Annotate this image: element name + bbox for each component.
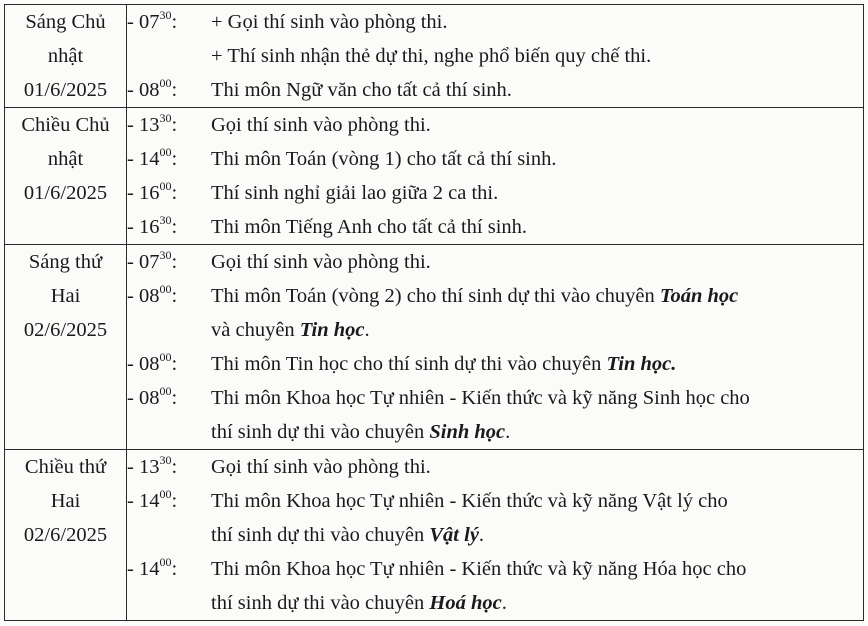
schedule-item [127,210,863,244]
session-date: 01/6/2025 [23,182,108,204]
item-text: Thi môn Toán (vòng 1) cho tất cả thí sinh. [211,148,557,170]
item-time: - $16^{30}$: [127,213,178,238]
session-label: Chiều Chủ [21,114,110,136]
item-time: - $08^{00}$: [127,350,178,375]
session-label: Sáng thứ [28,251,103,273]
specialty-name: Tin học. [606,353,677,375]
item-time: - $14^{00}$: [127,145,178,170]
session-label: Chiều thứ [24,456,107,478]
item-text: + Thí sinh nhận thẻ dự thi, nghe phổ biến quy chế thi. [211,45,652,67]
specialty-name: Tin học [299,319,365,341]
item-text: Thi môn Ngữ văn cho tất cả thí sinh. [211,79,512,101]
session-label: Hai [50,285,81,307]
schedule-items-cell [127,245,864,450]
schedule-row [5,5,864,108]
item-time: - $08^{00}$: [127,76,178,101]
item-text: Thi môn Tiếng Anh cho tất cả thí sinh. [211,216,528,238]
schedule-item [127,347,863,381]
session-cell [5,245,127,450]
item-text: Thi môn Toán (vòng 2) cho thí sinh dự thi vào chuyên Toán học và chuyên Tin học. [211,285,739,341]
item-text: Thi môn Tin học cho thí sinh dự thi vào chuyên Tin học. [211,353,677,375]
schedule-item [127,552,863,620]
specialty-name: Vật lý [429,524,479,546]
item-time: - $16^{00}$: [127,179,178,204]
schedule-item [127,176,863,210]
item-time: - $07^{30}$: [127,248,178,273]
session-date: 02/6/2025 [23,524,108,546]
item-time: - $14^{00}$: [127,487,178,512]
schedule-items-cell [127,450,864,621]
schedule-item [127,381,863,449]
specialty-name: Hoá học [429,592,502,614]
schedule-items-cell [127,5,864,108]
schedule-row [5,245,864,450]
item-time: - $13^{30}$: [127,111,178,136]
session-label: Hai [50,490,81,512]
item-time: - $14^{00}$: [127,555,178,580]
session-label: nhật [47,148,84,170]
schedule-item [127,484,863,552]
schedule-item [127,142,863,176]
item-time: - $13^{30}$: [127,453,178,478]
item-time: - $07^{30}$: [127,8,178,33]
schedule-item [127,5,863,39]
session-label: Sáng Chủ [25,11,106,33]
schedule-item [127,73,863,107]
exam-schedule-table [4,4,864,621]
item-text: Gọi thí sinh vào phòng thi. [211,456,431,478]
schedule-item [127,279,863,347]
item-text: Gọi thí sinh vào phòng thi. [211,114,431,136]
specialty-name: Sinh học [429,421,506,443]
schedule-row [5,108,864,245]
session-label: nhật [47,45,84,67]
session-cell [5,108,127,245]
session-date: 02/6/2025 [23,319,108,341]
schedule-item [127,450,863,484]
schedule-items-cell [127,108,864,245]
specialty-name: Toán học [659,285,739,307]
item-text: + Gọi thí sinh vào phòng thi. [211,11,448,33]
item-text: Thi môn Khoa học Tự nhiên - Kiến thức và kỹ năng Vật lý cho thí sinh dự thi vào chuyên Vật lý. [211,490,728,546]
schedule-item [127,245,863,279]
session-cell [5,450,127,621]
item-time [127,39,211,73]
session-date: 01/6/2025 [23,79,108,101]
session-cell [5,5,127,108]
item-text: Thi môn Khoa học Tự nhiên - Kiến thức và kỹ năng Sinh học cho thí sinh dự thi vào chuyên Sinh học. [211,387,750,443]
schedule-item [127,108,863,142]
item-time: - $08^{00}$: [127,282,178,307]
item-time: - $08^{00}$: [127,384,178,409]
item-text: Gọi thí sinh vào phòng thi. [211,251,431,273]
item-text: Thí sinh nghỉ giải lao giữa 2 ca thi. [211,182,499,204]
item-text: Thi môn Khoa học Tự nhiên - Kiến thức và kỹ năng Hóa học cho thí sinh dự thi vào chuyên Hoá học. [211,558,747,614]
schedule-row [5,450,864,621]
schedule-item [127,39,863,73]
